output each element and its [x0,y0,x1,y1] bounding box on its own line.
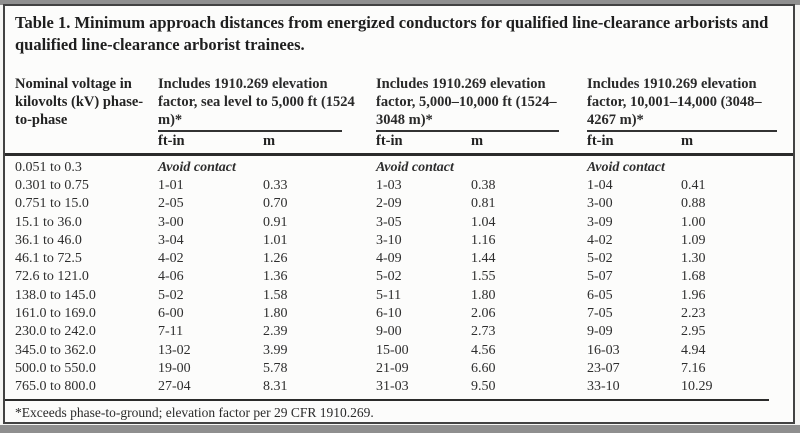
m-cell: 4.56 [471,342,496,358]
subheader-ftin: ft-in [587,132,614,149]
ftin-cell: 5-07 [587,269,613,285]
ftin-cell: 7-05 [587,306,613,322]
ftin-cell: 6-10 [376,306,402,322]
m-cell: 6.60 [471,360,496,376]
ftin-cell: 3-05 [376,214,402,230]
m-cell: 10.29 [681,379,713,395]
m-cell: 1.30 [681,251,706,267]
ftin-cell: 3-00 [587,196,613,212]
m-cell: 2.39 [263,324,288,340]
subheader-m: m [471,132,484,149]
ftin-cell: 3-09 [587,214,613,230]
ftin-cell: 2-09 [376,196,402,212]
voltage-cell: 46.1 to 72.5 [15,251,82,267]
m-cell: 1.16 [471,232,496,248]
m-cell: 1.68 [681,269,706,285]
ftin-cell: 3-04 [158,232,184,248]
footnote-separator-rule [5,399,769,401]
group-header-text: Includes 1910.269 elevation factor, 10,001–14,000 (3048–4267 m)* [587,75,762,129]
ftin-cell: 5-11 [376,287,402,303]
m-cell: 1.58 [263,287,288,303]
m-cell: 2.06 [471,306,496,322]
ftin-cell: 4-02 [158,251,184,267]
ftin-cell: 21-09 [376,360,409,376]
m-cell: 2.23 [681,306,706,322]
m-cell: 3.99 [263,342,288,358]
elevation-group-header-1 [158,75,376,132]
subheader-m: m [681,132,694,149]
group-header-text: Includes 1910.269 elevation factor, sea level to 5,000 ft (1524 m)* [158,75,355,129]
m-cell: 1.09 [681,232,706,248]
ftin-cell: 1-04 [587,177,613,193]
group-header-text: Includes 1910.269 elevation factor, 5,000–10,000 ft (1524–3048 m)* [376,75,557,129]
voltage-cell: 230.0 to 242.0 [15,324,96,340]
m-cell: 9.50 [471,379,496,395]
m-cell: 1.26 [263,251,288,267]
ftin-cell: 1-03 [376,177,402,193]
m-cell: 1.80 [263,306,288,322]
voltage-cell: 138.0 to 145.0 [15,287,96,303]
ftin-cell: 3-10 [376,232,402,248]
subheader-m: m [263,132,276,149]
m-cell: 4.94 [681,342,706,358]
m-cell: 2.95 [681,324,706,340]
ftin-cell: 7-11 [158,324,184,340]
m-cell: 1.80 [471,287,496,303]
ftin-cell: 31-03 [376,379,409,395]
voltage-cell: 765.0 to 800.0 [15,379,96,395]
voltage-cell: 345.0 to 362.0 [15,342,96,358]
voltage-cell: 72.6 to 121.0 [15,269,89,285]
avoid-contact-cell: Avoid contact [158,159,236,175]
voltage-column-header: Nominal voltage in kilovolts (kV) phase-to-phase [15,75,144,129]
ftin-cell: 6-00 [158,306,184,322]
ftin-cell: 5-02 [376,269,402,285]
ftin-cell: 13-02 [158,342,191,358]
ftin-cell: 6-05 [587,287,613,303]
m-cell: 2.73 [471,324,496,340]
bottom-gray-strip [0,425,800,433]
m-cell: 0.33 [263,177,288,193]
avoid-contact-cell: Avoid contact [587,159,665,175]
voltage-cell: 0.301 to 0.75 [15,177,89,193]
subheader-ftin: ft-in [376,132,403,149]
m-cell: 1.55 [471,269,496,285]
voltage-cell: 161.0 to 169.0 [15,306,96,322]
m-cell: 7.16 [681,360,706,376]
ftin-cell: 1-01 [158,177,184,193]
m-cell: 1.01 [263,232,288,248]
m-cell: 1.00 [681,214,706,230]
table-frame [3,4,795,424]
m-cell: 0.70 [263,196,288,212]
ftin-cell: 16-03 [587,342,620,358]
ftin-cell: 4-06 [158,269,184,285]
elevation-group-header-3 [587,75,785,132]
voltage-cell: 0.051 to 0.3 [15,159,82,175]
voltage-cell: 36.1 to 46.0 [15,232,82,248]
avoid-contact-cell: Avoid contact [376,159,454,175]
ftin-cell: 5-02 [158,287,184,303]
ftin-cell: 33-10 [587,379,620,395]
elevation-group-header-2 [376,75,587,132]
m-cell: 0.81 [471,196,496,212]
ftin-cell: 19-00 [158,360,191,376]
ftin-cell: 27-04 [158,379,191,395]
voltage-cell: 15.1 to 36.0 [15,214,82,230]
table-title: Table 1. Minimum approach distances from energized conductors for qualified line-clearance arborists and qualified line-clearance arborist trainees. [15,13,769,54]
ftin-cell: 4-09 [376,251,402,267]
subheader-spacer [15,132,158,152]
m-cell: 1.04 [471,214,496,230]
table-footnote: *Exceeds phase-to-ground; elevation factor per 29 CFR 1910.269. [15,404,374,420]
m-cell: 8.31 [263,379,288,395]
voltage-cell: 500.0 to 550.0 [15,360,96,376]
voltage-cell: 0.751 to 15.0 [15,196,89,212]
ftin-cell: 15-00 [376,342,409,358]
m-cell: 1.96 [681,287,706,303]
header-separator-rule [5,153,793,156]
ftin-cell: 3-00 [158,214,184,230]
m-cell: 5.78 [263,360,288,376]
ftin-cell: 2-05 [158,196,184,212]
ftin-cell: 5-02 [587,251,613,267]
m-cell: 0.41 [681,177,706,193]
subheader-ftin: ft-in [158,132,185,149]
m-cell: 0.38 [471,177,496,193]
ftin-cell: 23-07 [587,360,620,376]
m-cell: 1.36 [263,269,288,285]
m-cell: 1.44 [471,251,496,267]
ftin-cell: 9-00 [376,324,402,340]
m-cell: 0.91 [263,214,288,230]
m-cell: 0.88 [681,196,706,212]
ftin-cell: 4-02 [587,232,613,248]
approach-distance-table [15,75,785,401]
ftin-cell: 9-09 [587,324,613,340]
